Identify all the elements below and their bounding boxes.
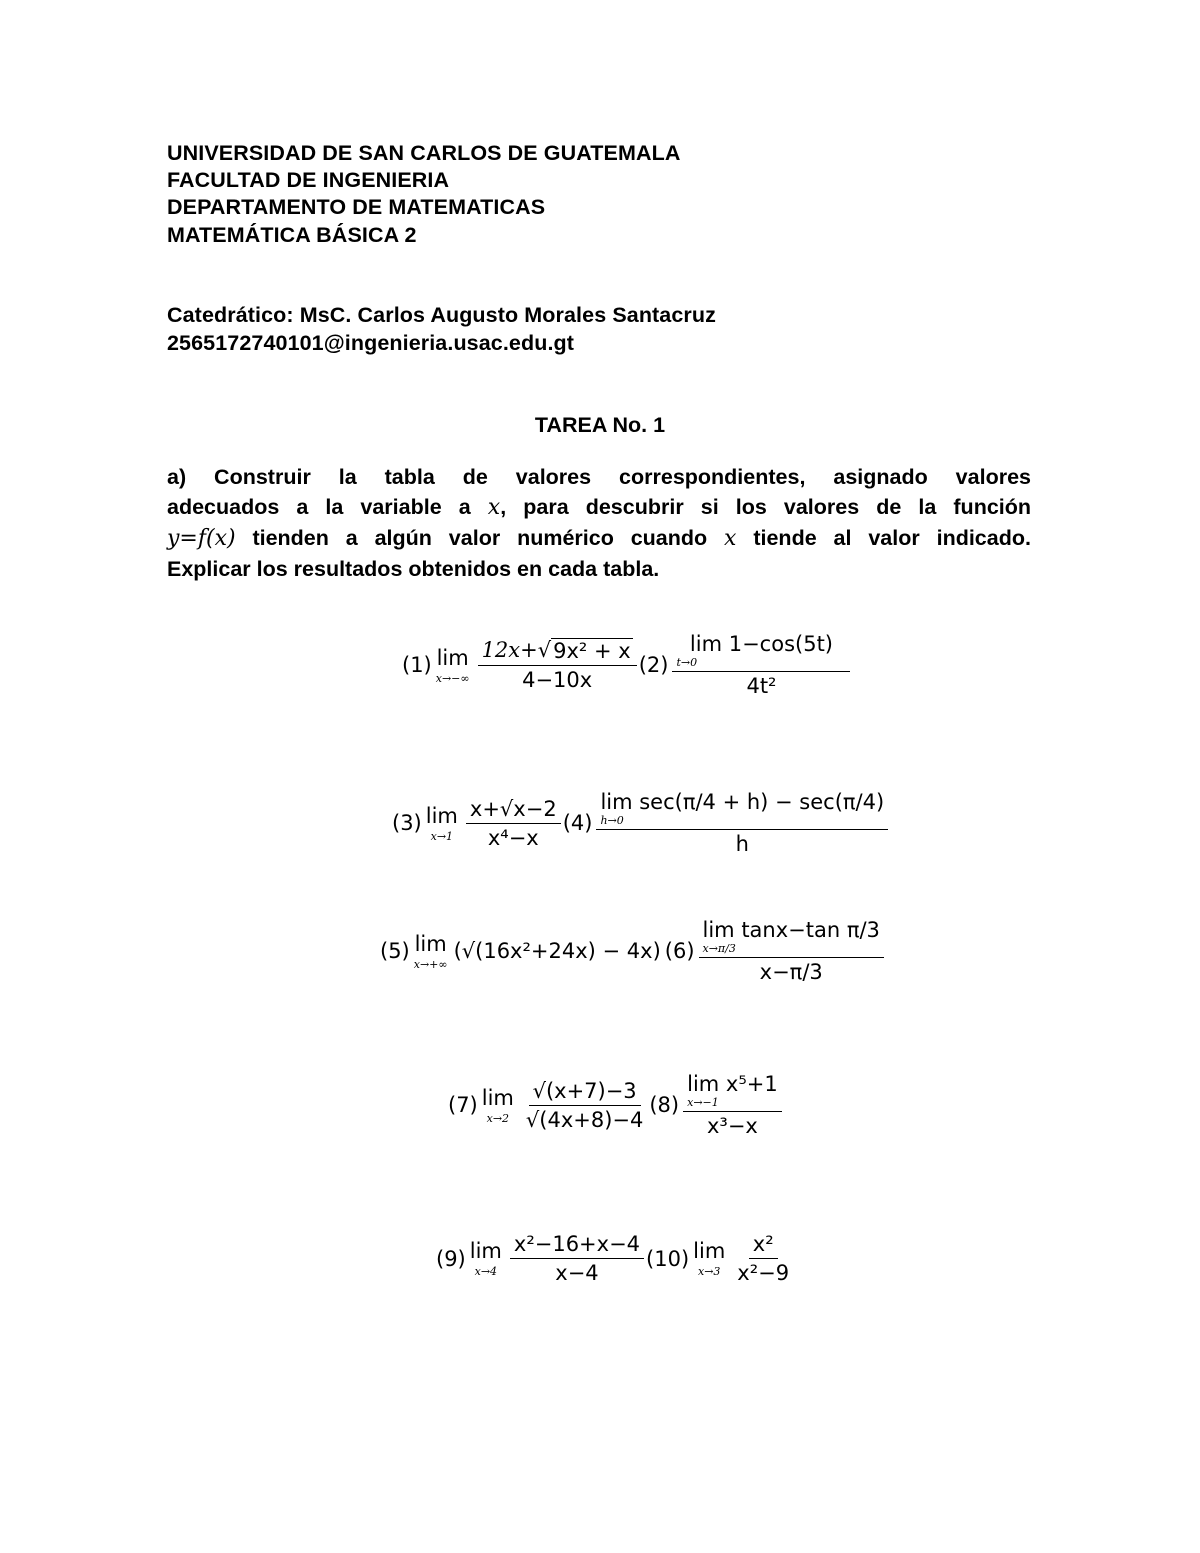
p10-denominator: x²−9: [737, 1261, 790, 1285]
line2-part-a: adecuados a la variable: [167, 495, 442, 519]
formula-row-2: [392, 790, 890, 856]
p5-label: (5): [380, 939, 410, 963]
p9-label: (9): [436, 1246, 466, 1271]
p3-fraction: [466, 797, 561, 850]
p6-denominator: x−π/3: [759, 960, 823, 984]
p3-numerator: x+√x−2: [466, 797, 561, 824]
p5-lim-sub: x→+∞: [413, 957, 448, 971]
p2-fraction: [672, 632, 850, 698]
line2-part-b: , para descubrir si los valores de la función: [500, 495, 1032, 519]
p5-lim: [414, 932, 448, 971]
instructor-email: 2565172740101@ingenieria.usac.edu.gt: [167, 331, 575, 355]
p5-expression: (√(16x²+24x) − 4x): [453, 939, 661, 963]
formula-row-1: [402, 632, 852, 698]
instructions-line-2: adecuados a la variable a x, para descubrir si los valores de la función: [167, 495, 1032, 520]
p7-fraction: [522, 1079, 647, 1132]
p4-numerator: [596, 790, 888, 830]
p9-fraction: [510, 1232, 644, 1285]
p3-lim: [426, 804, 458, 843]
p10-label: (10): [646, 1246, 690, 1271]
p10-numerator: x²: [749, 1232, 778, 1259]
p4-label: (4): [562, 811, 593, 835]
p7-lim: [482, 1086, 514, 1125]
formula-row-4: [448, 1072, 784, 1138]
department-name: DEPARTAMENTO DE MATEMATICAS: [167, 195, 546, 219]
p7-denominator: √(4x+8)−4: [525, 1107, 644, 1132]
p10-lim: [693, 1239, 725, 1278]
instructions-line-4: Explicar los resultados obtenidos en cada tabla.: [167, 557, 660, 581]
p1-denominator: 4−10x: [522, 668, 593, 692]
line3-part-a: tienden a algún valor numérico cuando: [252, 526, 708, 550]
instructor-line: Catedrático: MsC. Carlos Augusto Morales Santacruz: [167, 303, 716, 327]
p1-label: (1): [402, 653, 432, 677]
assignment-title: TAREA No. 1: [534, 413, 666, 437]
function-y: y=f(x): [167, 526, 236, 551]
line3-part-b: tiende al valor indicado.: [753, 526, 1031, 550]
variable-x: x: [487, 495, 501, 520]
p1-radicand: 9x² + x: [553, 639, 631, 663]
instructions-line-3: [167, 523, 1031, 554]
p2-num-text: lim 1−cos(5t): [689, 632, 833, 656]
p10-lim-word: lim: [693, 1239, 726, 1263]
p3-label: (3): [392, 811, 422, 835]
formula-row-3: [380, 918, 886, 984]
p1-numerator: [478, 638, 637, 666]
p4-lim-sub: h→0: [600, 814, 624, 827]
instructions-paragraph: [167, 462, 1031, 584]
course-name: MATEMÁTICA BÁSICA 2: [167, 223, 417, 247]
p8-denominator: x³−x: [706, 1114, 758, 1138]
p8-num-text: lim x⁵+1: [687, 1072, 778, 1096]
p6-fraction: [699, 918, 884, 984]
p4-num-text: lim sec(π/4 + h) − sec(π/4): [600, 790, 885, 814]
p9-lim-sub: x→4: [474, 1265, 498, 1278]
p9-lim-word: lim: [469, 1239, 502, 1263]
p10-fraction: [733, 1232, 793, 1285]
p2-label: (2): [638, 653, 669, 677]
p7-lim-sub: x→2: [486, 1111, 510, 1125]
p4-denominator: h: [735, 832, 749, 856]
p3-denominator: x⁴−x: [487, 825, 539, 850]
p7-numerator: √(x+7)−3: [529, 1079, 641, 1106]
p2-denominator: 4t²: [746, 674, 777, 698]
p9-numerator: x²−16+x−4: [510, 1232, 644, 1259]
p10-lim-sub: x→3: [698, 1265, 721, 1278]
p9-denominator: x−4: [555, 1261, 599, 1285]
formula-row-5: [436, 1232, 795, 1285]
variable-x-2: x: [724, 526, 737, 551]
p8-numerator: [683, 1072, 782, 1112]
p7-label: (7): [448, 1093, 478, 1117]
p6-numerator: [699, 918, 884, 958]
p4-fraction: [596, 790, 888, 856]
p8-label: (8): [649, 1093, 680, 1117]
p3-lim-sub: x→1: [430, 829, 454, 843]
p2-lim-sub: t→0: [676, 656, 698, 669]
p6-num-text: lim tanx−tan π/3: [702, 918, 880, 942]
p3-lim-word: lim: [425, 803, 458, 828]
p8-fraction: [683, 1072, 782, 1138]
instructions-line-1: a) Construir la tabla de valores correspondientes, asignado valores: [167, 465, 1031, 489]
p1-sqrt: √ 9x² + x: [537, 638, 631, 663]
p1-num-a: 12x+: [481, 638, 538, 662]
p8-lim-sub: x→−1: [687, 1096, 719, 1109]
p2-numerator: [672, 632, 850, 672]
p1-lim: [436, 646, 470, 685]
university-name: UNIVERSIDAD DE SAN CARLOS DE GUATEMALA: [167, 141, 681, 165]
p1-lim-word: lim: [436, 645, 469, 670]
p1-lim-sub: x→−∞: [435, 671, 470, 685]
p1-fraction: [478, 638, 637, 692]
p9-lim: [470, 1239, 502, 1278]
p6-label: (6): [664, 939, 695, 963]
p5-lim-word: lim: [414, 931, 447, 956]
faculty-name: FACULTAD DE INGENIERIA: [167, 168, 450, 192]
p7-lim-word: lim: [481, 1085, 514, 1110]
p6-lim-sub: x→π/3: [702, 942, 736, 955]
